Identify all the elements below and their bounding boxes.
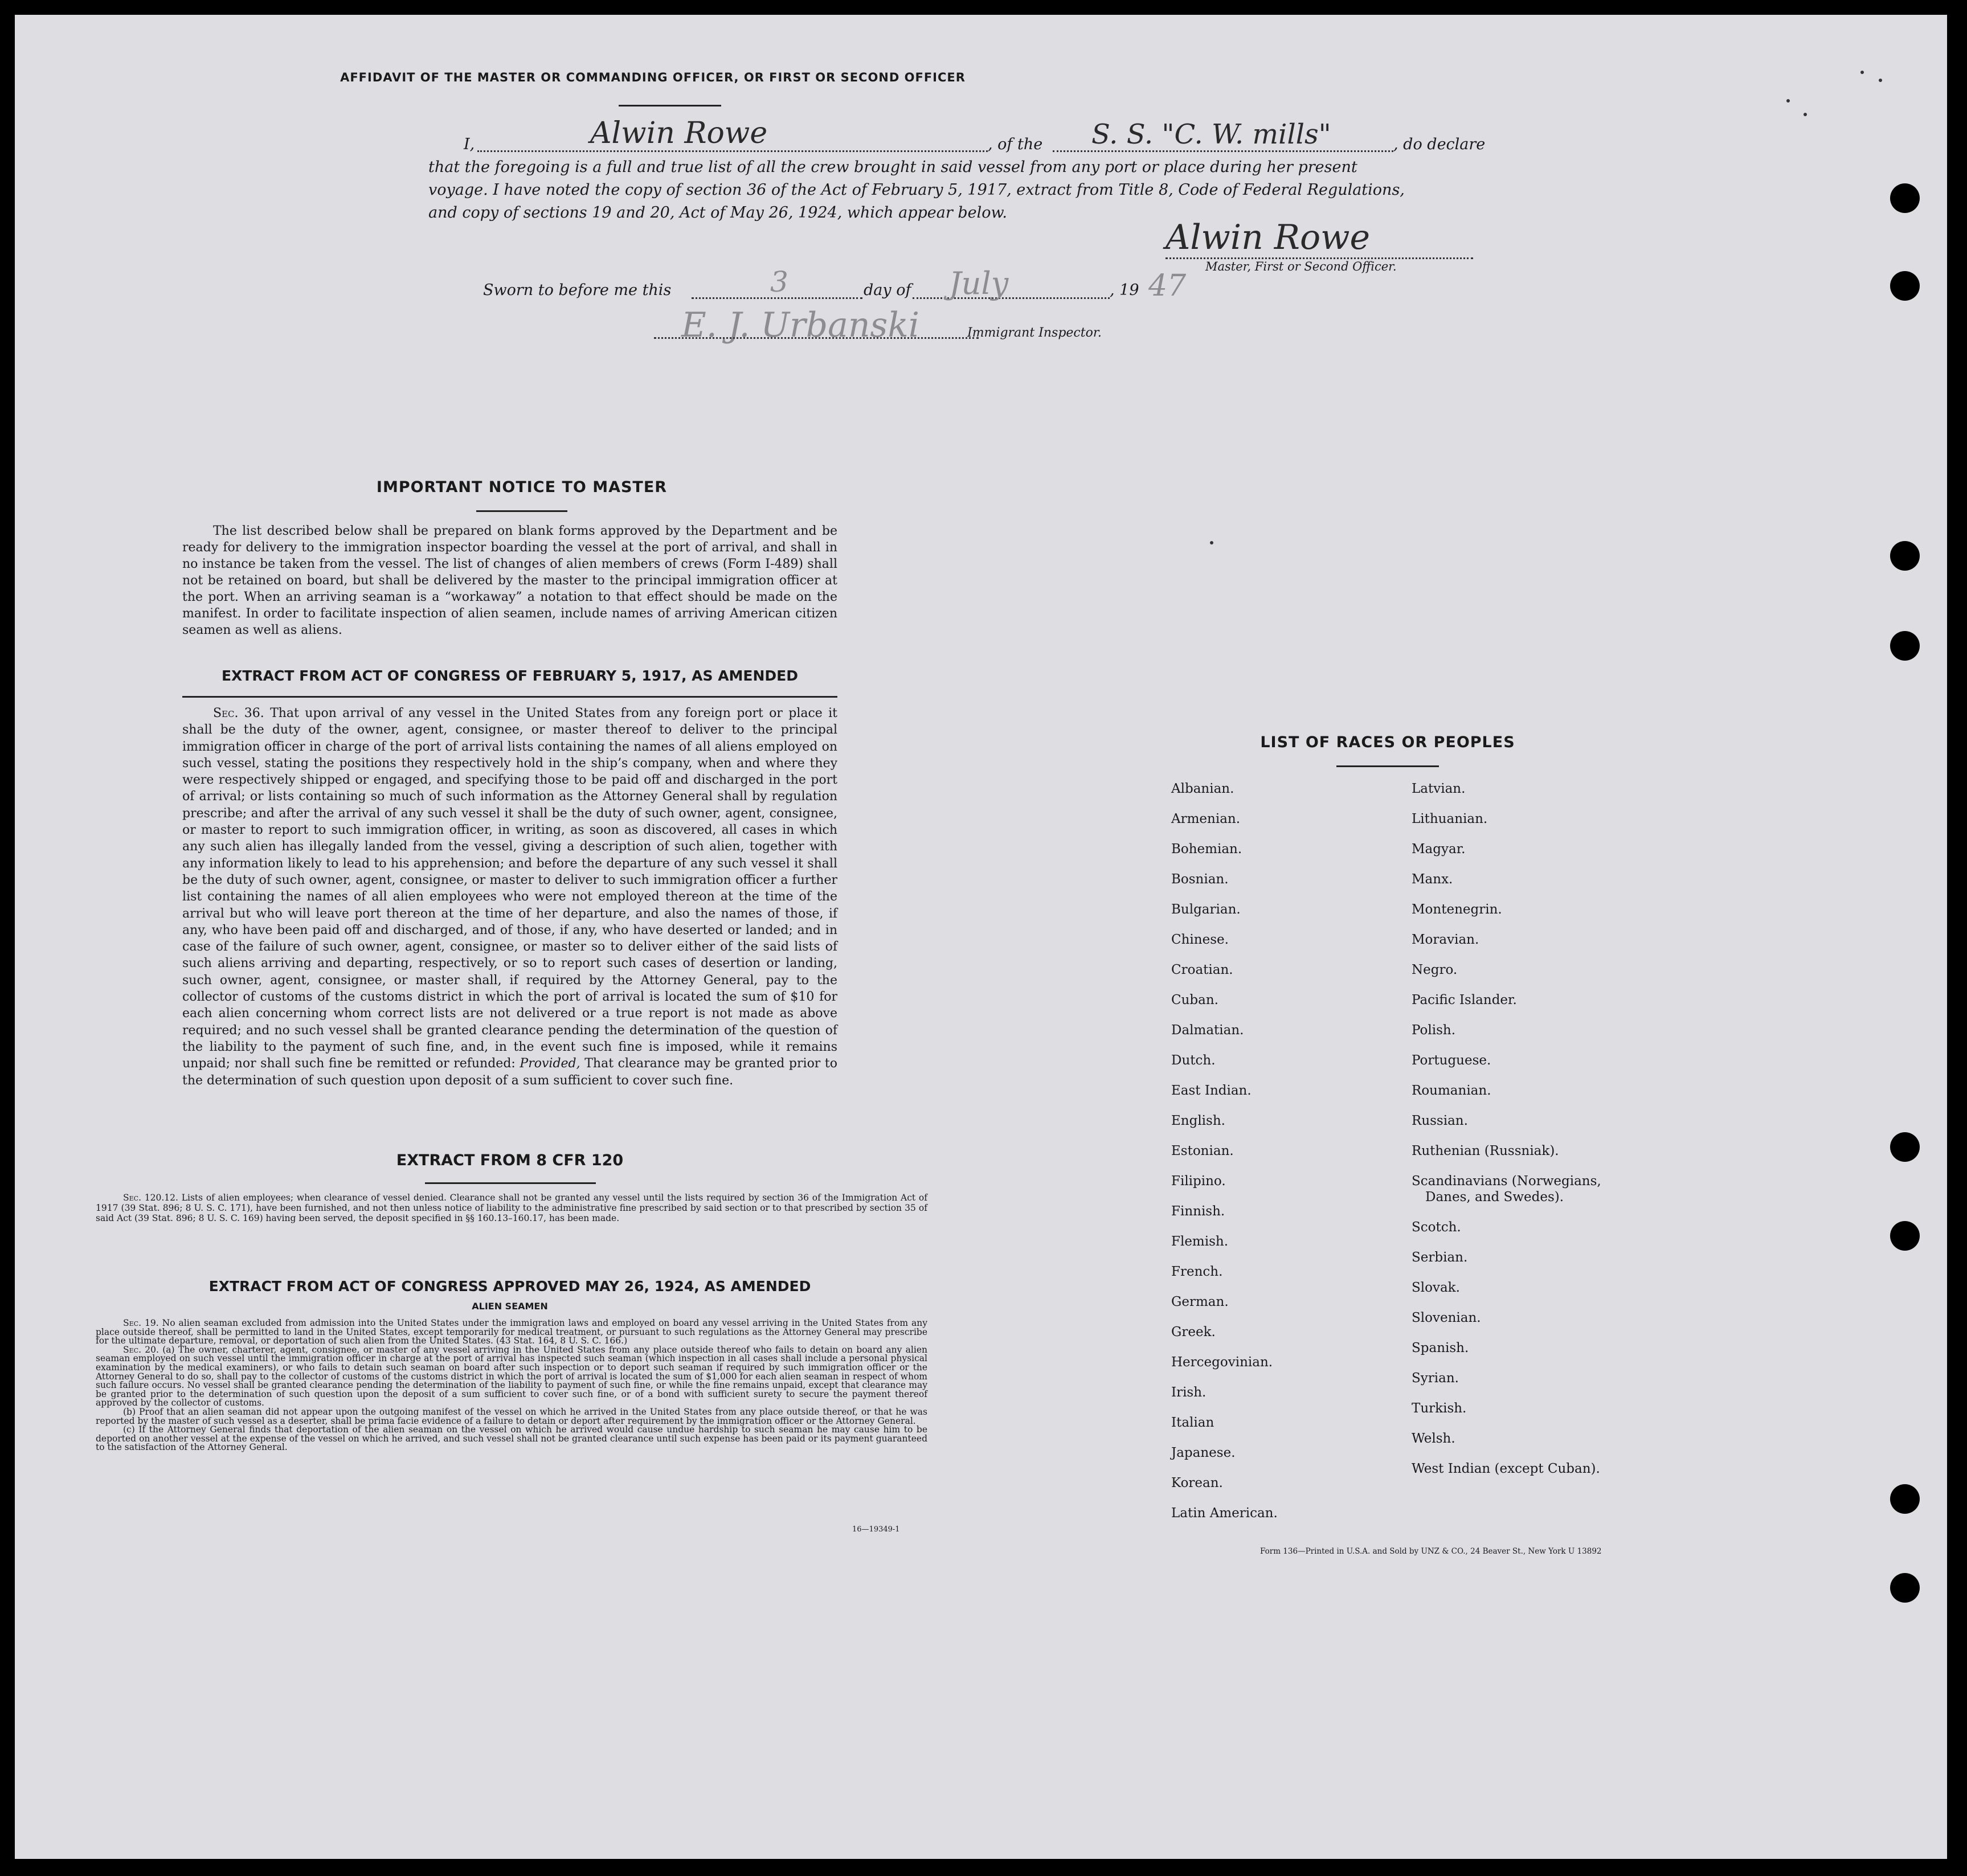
race-item: Russian. <box>1412 1113 1468 1128</box>
inspector-signature: E. J. Urbanski <box>681 305 919 345</box>
alien-seamen-subtitle: ALIEN SEAMEN <box>472 1301 548 1312</box>
notice-divider <box>476 510 567 512</box>
sec-20a-body: (a) The owner, charterer, agent, consignee, or master of any vessel arriving in the United States from any place outside thereof who fails to detain on board any alien seaman employed on such vessel until the immigration officer in charge at the port of arrival has inspected such seaman (which inspection in all cases shall include a personal physical examination by the medical examiners), or who fails to detain such seaman on board after such inspection or to deport such seaman if required by such immigration officer or the Attorney General to do so, shall pay to the collector of customs of the customs district in which the port of arrival is located the sum of $1,000 for each alien seaman in respect of whom such failure occurs. No vessel shall be granted clearance pending the determination of the liability to payment of such fine, or while the fine remains unpaid, except that clearance may be granted prior to the determination of such question upon the deposit of a sum sufficient to cover such fine, or of a bond with sufficient surety to secure the payment thereof approved by the collector of customs. <box>96 1344 927 1408</box>
i-label: I, <box>464 136 475 153</box>
race-item: Filipino. <box>1171 1174 1226 1189</box>
extract-1917-title: EXTRACT FROM ACT OF CONGRESS OF FEBRUARY 5, 1917, AS AMENDED <box>221 667 799 684</box>
affidavit-title: AFFIDAVIT OF THE MASTER OR COMMANDING OFFICER, OR FIRST OR SECOND OFFICER <box>340 71 966 84</box>
race-item: Magyar. <box>1412 842 1466 857</box>
inspector-line <box>654 337 979 339</box>
punch-hole <box>1890 183 1920 213</box>
race-item: Scandinavians (Norwegians, <box>1412 1174 1601 1189</box>
race-item: Danes, and Swedes). <box>1425 1190 1564 1205</box>
of-the-label: , of the <box>988 136 1043 153</box>
race-item: Ruthenian (Russniak). <box>1412 1144 1559 1158</box>
races-divider <box>1336 765 1439 767</box>
race-item: Estonian. <box>1171 1144 1234 1158</box>
master-name-line <box>477 150 988 152</box>
race-item: Bosnian. <box>1171 872 1229 887</box>
race-item: Spanish. <box>1412 1341 1469 1355</box>
race-item: Dutch. <box>1171 1053 1216 1068</box>
race-item: Turkish. <box>1412 1401 1467 1416</box>
race-item: Polish. <box>1412 1023 1456 1038</box>
race-item: Chinese. <box>1171 932 1229 947</box>
sec-20c: (c) If the Attorney General finds that deportation of the alien seaman on the vessel on which he arrived would cause undue hardship to such seaman he may cause him to be deported on another vessel at the expense of the vessel on which he arrived, and such vessel shall not be granted clearance until such expense has been paid or its payment guaranteed to the satisfaction of the Attorney General. <box>96 1424 927 1453</box>
master-signature: Alwin Rowe <box>1166 218 1370 257</box>
title-divider <box>619 105 721 107</box>
race-item: French. <box>1171 1264 1223 1279</box>
extract-1924-title: EXTRACT FROM ACT OF CONGRESS APPROVED MAY 26, 1924, AS AMENDED <box>208 1278 811 1295</box>
punch-hole <box>1890 1573 1920 1603</box>
race-item: Bohemian. <box>1171 842 1242 857</box>
race-item: Slovak. <box>1412 1280 1460 1295</box>
affidavit-line-2: voyage. I have noted the copy of section 36 of the Act of February 5, 1917, extract from Title 8, Code of Federal Regulations, <box>428 181 1405 199</box>
sec-120-text <box>96 1193 927 1223</box>
signature-caption: Master, First or Second Officer. <box>1205 260 1397 273</box>
sworn-label: Sworn to before me this <box>483 281 672 299</box>
race-item: Montenegrin. <box>1412 902 1502 917</box>
punch-hole <box>1890 631 1920 661</box>
form-code: 16—19349-1 <box>852 1525 900 1534</box>
year-handwritten: 47 <box>1148 269 1187 303</box>
sworn-day-handwritten: 3 <box>770 265 788 298</box>
race-item: Bulgarian. <box>1171 902 1241 917</box>
extract-1917-rule <box>182 696 837 698</box>
race-item: English. <box>1171 1113 1225 1128</box>
race-item: Serbian. <box>1412 1250 1468 1265</box>
day-of-label: day of <box>864 281 911 299</box>
punch-hole <box>1890 1484 1920 1514</box>
race-item: Italian <box>1171 1415 1214 1430</box>
sec-36-body-b: That clearance may be granted prior to the determination of such question upon deposit of a sum sufficient to cover such fine. <box>182 1056 837 1088</box>
provided-label: Provided, <box>520 1056 580 1071</box>
sec-120-body: Lists of alien employees; when clearance of vessel denied. Clearance shall not be granted any vessel until the lists required by section 36 of the Immigration Act of 1917 (39 Stat. 896; 8 U. S. C. 171), have been furnished, and not then unless notice of liability to the administrative fine prescribed by said section or to that prescribed by section 35 of said Act (39 Stat. 896; 8 U. S. C. 169) having been served, the deposit specified in §§ 160.13–160.17, has been made. <box>96 1193 927 1223</box>
race-item: Hercegovinian. <box>1171 1355 1273 1370</box>
sworn-month-handwritten: July <box>949 265 1009 301</box>
dust-speck <box>1210 541 1213 544</box>
document-sheet <box>15 15 1947 1859</box>
race-item: Korean. <box>1171 1476 1223 1490</box>
race-item: Welsh. <box>1412 1431 1455 1446</box>
race-item: Portuguese. <box>1412 1053 1491 1068</box>
race-item: Cuban. <box>1171 993 1218 1007</box>
race-item: West Indian (except Cuban). <box>1412 1461 1600 1476</box>
sec-120-label: Sec. 120.12. <box>123 1193 178 1203</box>
year-prefix: , 19 <box>1110 281 1139 299</box>
race-item: Moravian. <box>1412 932 1479 947</box>
race-item: Pacific Islander. <box>1412 993 1517 1007</box>
notice-title: IMPORTANT NOTICE TO MASTER <box>376 478 668 496</box>
punch-hole <box>1890 1132 1920 1162</box>
signature-line <box>1166 257 1473 259</box>
punch-hole <box>1890 1221 1920 1251</box>
race-item: Japanese. <box>1171 1445 1236 1460</box>
sec-19 <box>96 1319 927 1346</box>
printer-credit: Form 136—Printed in U.S.A. and Sold by UNZ & CO., 24 Beaver St., New York U 13892 <box>1260 1547 1602 1556</box>
race-item: Manx. <box>1412 872 1453 887</box>
punch-hole <box>1890 271 1920 301</box>
sec-19-label: Sec. 19. <box>123 1318 159 1328</box>
race-item: Flemish. <box>1171 1234 1229 1249</box>
races-title: LIST OF RACES OR PEOPLES <box>1260 734 1515 751</box>
sec-36-label: Sec. 36. <box>213 706 264 720</box>
race-item: Syrian. <box>1412 1371 1459 1386</box>
sec-20b: (b) Proof that an alien seaman did not appear upon the outgoing manifest of the vessel on which he arrived in the United States from any place outside thereof, or that he was reported by the master of such vessel as a deserter, shall be prima facie evidence of a failure to detain or deport after requirement by the immigration officer or the Attorney General. <box>96 1406 927 1426</box>
notice-body: The list described below shall be prepared on blank forms approved by the Department and be ready for delivery to the immigration inspector boarding the vessel at the port of arrival, and shall in no instance be taken from the vessel. The list of changes of alien members of crews (Form I-489) shall not be retained on board, but shall be delivered by the master to the principal immigration officer at the port. When an arriving seaman is a “workaway” a notation to that effect should be made on the manifest. In order to facilitate inspection of alien seamen, include names of arriving American citizen seamen as well as aliens. <box>182 524 837 637</box>
affidavit-line-3: and copy of sections 19 and 20, Act of May 26, 1924, which appear below. <box>428 204 1007 222</box>
sec-20a <box>96 1346 927 1408</box>
race-item: Latvian. <box>1412 781 1466 796</box>
extract-cfr-rule <box>425 1182 596 1184</box>
race-item: Roumanian. <box>1412 1083 1491 1098</box>
affidavit-line-1: that the foregoing is a full and true list of all the crew brought in said vessel from any port or place during her present <box>428 158 1357 176</box>
race-item: Finnish. <box>1171 1204 1225 1219</box>
race-item: Dalmatian. <box>1171 1023 1244 1038</box>
inspector-caption: Immigrant Inspector. <box>967 326 1102 340</box>
sec-36-body: That upon arrival of any vessel in the United States from any foreign port or place it shall be the duty of the owner, agent, consignee, or master thereof to deliver to the principal immigration officer in charge of the port of arrival lists containing the names of all aliens employed on such vessel, stating the positions they respectively hold in the ship’s company, when and where they were respectively shipped or engaged, and specifying those to be paid off and discharged in the port of arrival; or lists containing so much of such information as the Attorney General shall by regulation prescribe; and after the arrival of any such vessel it shall be the duty of such owner, agent, consignee, or master to report to such immigration officer, in writing, as soon as discovered, all cases in which any such alien has illegally landed from the vessel, giving a description of such alien, together with any information likely to lead to his apprehension; and before the departure of any such vessel it shall be the duty of such owner, agent, consignee, or master to deliver to such immigration officer a further list containing the names of all alien employees who were not employed thereon at the time of the arrival but who will leave port thereon at the time of her departure, and also the names of those, if any, who have been paid off and discharged, and of those, if any, who have deserted or landed; and in case of the failure of such owner, agent, consignee, or master so to deliver either of the said lists of such aliens arriving and departing, respectively, or so to report such cases of desertion or landing, such owner, agent, consignee, or master shall, if required by the Attorney General, pay to the collector of customs of the customs district in which the port of arrival is located the sum of $10 for each alien concerning whom correct lists are not delivered or a true report is not made as above required; and no such vessel shall be granted clearance pending the determination of the question of the liability to the payment of such fine, and, in the event such fine is imposed, while it remains unpaid; nor shall such fine be remitted or refunded: <box>182 706 837 1071</box>
race-item: Scotch. <box>1412 1220 1461 1235</box>
race-item: Albanian. <box>1171 781 1234 796</box>
master-name-handwritten: Alwin Rowe <box>590 116 768 150</box>
sec-20-label: Sec. 20. <box>123 1344 159 1355</box>
dust-speck <box>1804 113 1807 116</box>
race-item: Slovenian. <box>1412 1310 1481 1325</box>
race-item: Lithuanian. <box>1412 812 1488 826</box>
race-item: Irish. <box>1171 1385 1207 1400</box>
sworn-month-line <box>913 297 1110 299</box>
dust-speck <box>1860 71 1864 74</box>
sec-19-body: No alien seaman excluded from admission into the United States under the immigration laws and employed on board any vessel arriving in the United States from any place outside thereof, shall be permitted to land in the United States, except temporarily for medical treatment, or pursuant to such regulations as the Attorney General may prescribe for the ultimate departure, removal, or deportation of such alien from the United States. (43 Stat. 164, 8 U. S. C. 166.) <box>96 1318 927 1346</box>
race-item: Latin American. <box>1171 1506 1278 1521</box>
vessel-name-handwritten: S. S. "C. W. mills" <box>1091 118 1331 150</box>
do-declare-label: , do declare <box>1393 136 1486 153</box>
dust-speck <box>1879 79 1882 82</box>
race-item: Croatian. <box>1171 962 1233 977</box>
extract-cfr-title: EXTRACT FROM 8 CFR 120 <box>396 1152 624 1169</box>
punch-hole <box>1890 541 1920 571</box>
sec-36-text <box>182 705 837 1089</box>
sec-1924-text <box>96 1319 927 1452</box>
race-item: East Indian. <box>1171 1083 1252 1098</box>
race-item: Greek. <box>1171 1325 1216 1340</box>
vessel-name-line <box>1053 150 1393 152</box>
race-item: German. <box>1171 1295 1229 1309</box>
dust-speck <box>1786 99 1790 103</box>
race-item: Armenian. <box>1171 812 1241 826</box>
race-item: Negro. <box>1412 962 1458 977</box>
